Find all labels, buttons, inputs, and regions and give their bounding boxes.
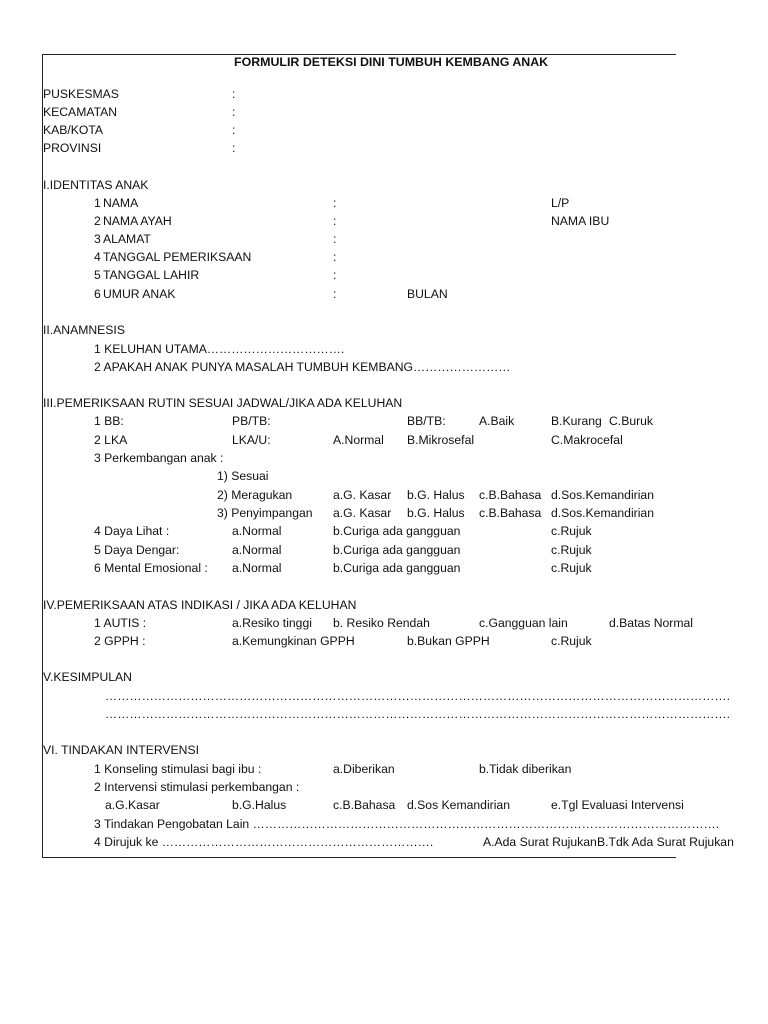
section-anamnesis-heading: II.ANAMNESIS [43,323,125,337]
identitas-alamat-colon: : [333,232,337,246]
dirujuk-opt-b: B.Tdk Ada Surat Rujukan [597,835,734,849]
rutin-mental-label: 6 Mental Emosional : [94,561,208,575]
autis-opt-b: b. Resiko Rendah [333,616,430,630]
konseling-opt-b: b.Tidak diberikan [479,762,572,776]
identitas-ayah-num: 2 [94,214,101,228]
rutin-bb-opt-a: A.Baik [479,414,515,428]
stimulasi-opt-e: e.Tgl Evaluasi Intervensi [551,798,684,812]
daya-dengar-opt-c: c.Rujuk [551,543,592,557]
penyimpangan-opt-c: c.B.Bahasa [479,506,542,520]
gpph-opt-a: a.Kemungkinan GPPH [232,634,355,648]
identitas-umur-label: UMUR ANAK [103,287,176,301]
anamnesis-masalah: 2 APAKAH ANAK PUNYA MASALAH TUMBUH KEMBANG…………………… [94,360,511,374]
meragukan-opt-b: b.G. Halus [407,488,465,502]
field-puskesmas-label: PUSKESMAS [43,87,119,101]
daya-lihat-opt-c: c.Rujuk [551,524,592,538]
stimulasi-opt-b: b.G.Halus [232,798,287,812]
intervensi-stimulasi-label: 2 Intervensi stimulasi perkembangan : [94,780,300,794]
field-provinsi-label: PROVINSI [43,141,102,155]
form-sheet [43,54,734,856]
indikasi-autis-label: 1 AUTIS : [94,616,147,630]
gpph-opt-b: b.Bukan GPPH [407,634,490,648]
section-identitas-heading: I.IDENTITAS ANAK [43,178,149,192]
identitas-tglperiksa-num: 4 [94,250,101,264]
rutin-bb-opt-c: C.Buruk [609,414,654,428]
field-kabkota-label: KAB/KOTA [43,123,104,137]
penyimpangan-opt-b: b.G. Halus [407,506,465,520]
field-kecamatan-label: KECAMATAN [43,105,118,119]
section-pemeriksaan-rutin-heading: III.PEMERIKSAAN RUTIN SESUAI JADWAL/JIKA ADA KELUHAN [43,396,403,410]
stimulasi-opt-c: c.B.Bahasa [333,798,396,812]
indikasi-gpph-label: 2 GPPH : [94,634,146,648]
rutin-lka-opt-c: C.Makrocefal [551,433,623,447]
kesimpulan-line-1: ………………………………………………………………………………………………………………………………………. [105,689,730,703]
perkembangan-sesuai: 1) Sesuai [217,469,269,483]
intervensi-konseling-label: 1 Konseling stimulasi bagi ibu : [94,762,262,776]
identitas-tgllahir-num: 5 [94,268,101,282]
field-kecamatan-colon: : [232,105,236,119]
kesimpulan-line-2: ………………………………………………………………………………………………………………………………………. [105,707,730,721]
identitas-nama-num: 1 [94,196,101,210]
section-intervensi-heading: VI. TINDAKAN INTERVENSI [43,743,199,757]
gpph-opt-c: c.Rujuk [551,634,592,648]
identitas-umur-colon: : [333,287,337,301]
rutin-perkembangan-label: 3 Perkembangan anak : [94,451,224,465]
identitas-ayah-label: NAMA AYAH [103,214,172,228]
identitas-umur-num: 6 [94,287,101,301]
mental-opt-a: a.Normal [232,561,282,575]
rutin-lka-opt-b: B.Mikrosefal [407,433,475,447]
perkembangan-meragukan: 2) Meragukan [217,488,293,502]
identitas-nama-colon: : [333,196,337,210]
rutin-bbtb-label: BB/TB: [407,414,446,428]
meragukan-opt-c: c.B.Bahasa [479,488,542,502]
identitas-umur-unit: BULAN [407,287,448,301]
autis-opt-d: d.Batas Normal [609,616,693,630]
penyimpangan-opt-a: a.G. Kasar [333,506,392,520]
rutin-lka-opt-a: A.Normal [333,433,384,447]
identitas-ayah-colon: : [333,214,337,228]
daya-dengar-opt-b: b.Curiga ada gangguan [333,543,461,557]
mental-opt-c: c.Rujuk [551,561,592,575]
field-provinsi-colon: : [232,141,236,155]
form-title: FORMULIR DETEKSI DINI TUMBUH KEMBANG ANAK [234,55,549,69]
identitas-tglperiksa-colon: : [333,250,337,264]
section-indikasi-heading: IV.PEMERIKSAAN ATAS INDIKASI / JIKA ADA KELUHAN [43,598,357,612]
daya-lihat-opt-a: a.Normal [232,524,282,538]
identitas-tglperiksa-label: TANGGAL PEMERIKSAAN [103,250,252,264]
intervensi-dirujuk-label: 4 Dirujuk ke …………………………………………………………. [94,835,434,849]
rutin-daya-lihat-label: 4 Daya Lihat : [94,524,170,538]
identitas-ibu-label: NAMA IBU [551,214,610,228]
dirujuk-opt-a: A.Ada Surat Rujukan [483,835,597,849]
rutin-lkau-label: LKA/U: [232,433,271,447]
identitas-alamat-num: 3 [94,232,101,246]
meragukan-opt-a: a.G. Kasar [333,488,392,502]
daya-lihat-opt-b: b.Curiga ada gangguan [333,524,461,538]
penyimpangan-opt-d: d.Sos.Kemandirian [551,506,654,520]
section-kesimpulan-heading: V.KESIMPULAN [43,670,132,684]
rutin-lka-label: 2 LKA [94,433,128,447]
identitas-nama-label: NAMA [103,196,139,210]
identitas-lp-label: L/P [551,196,570,210]
field-kabkota-colon: : [232,123,236,137]
identitas-tgllahir-colon: : [333,268,337,282]
rutin-bb-opt-b: B.Kurang [551,414,602,428]
stimulasi-opt-a: a.G.Kasar [105,798,160,812]
stimulasi-opt-d: d.Sos Kemandirian [407,798,510,812]
anamnesis-keluhan: 1 KELUHAN UTAMA……………………………. [94,342,345,356]
intervensi-pengobatan: 3 Tindakan Pengobatan Lain ……………………………………………………………………………………………………. [94,817,720,831]
perkembangan-penyimpangan: 3) Penyimpangan [217,506,313,520]
mental-opt-b: b.Curiga ada gangguan [333,561,461,575]
daya-dengar-opt-a: a.Normal [232,543,282,557]
rutin-pbtb-label: PB/TB: [232,414,271,428]
rutin-bb-label: 1 BB: [94,414,124,428]
identitas-alamat-label: ALAMAT [103,232,151,246]
field-puskesmas-colon: : [232,87,236,101]
autis-opt-c: c.Gangguan lain [479,616,568,630]
identitas-tgllahir-label: TANGGAL LAHIR [103,268,200,282]
meragukan-opt-d: d.Sos.Kemandirian [551,488,654,502]
autis-opt-a: a.Resiko tinggi [232,616,312,630]
rutin-daya-dengar-label: 5 Daya Dengar: [94,543,180,557]
konseling-opt-a: a.Diberikan [333,762,395,776]
